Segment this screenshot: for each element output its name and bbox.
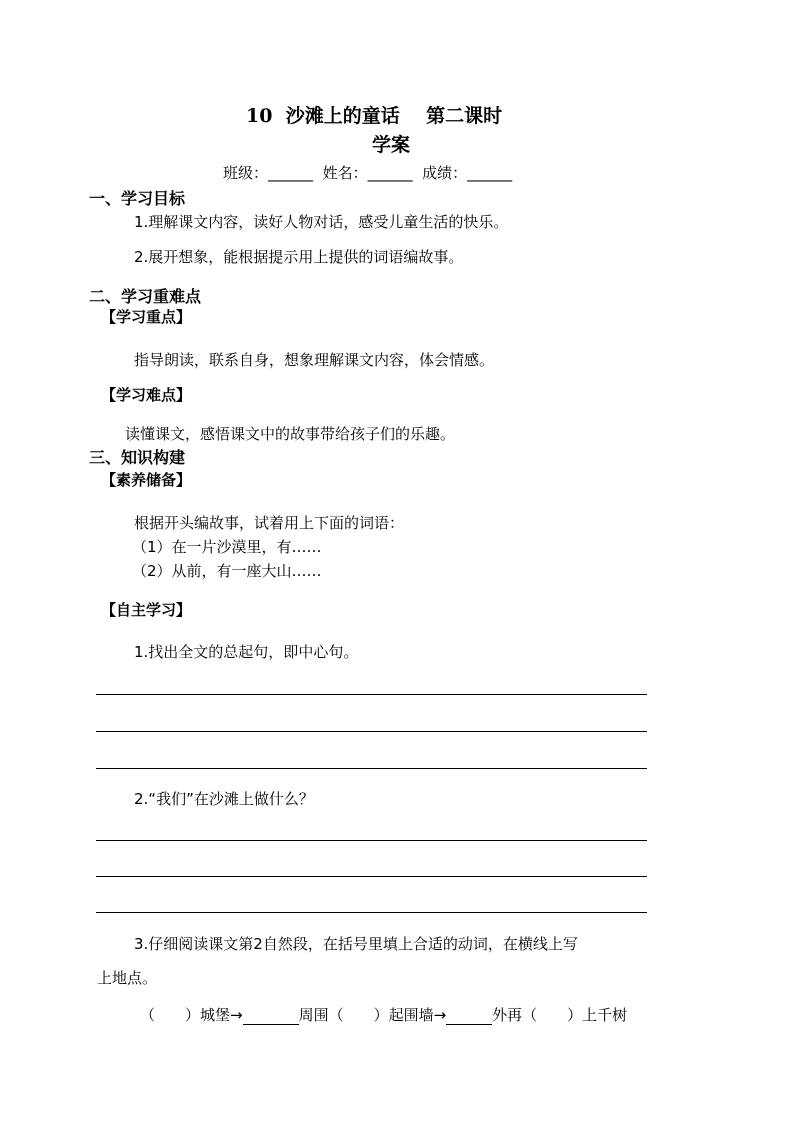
score-field: 成绩：______ — [422, 164, 513, 182]
answer-line[interactable] — [96, 768, 647, 769]
difficulty-text: 读懂课文，感悟课文中的故事带给孩子们的乐趣。 — [125, 425, 456, 443]
answer-line[interactable] — [96, 912, 647, 913]
prep-intro: 根据开头编故事，试着用上下面的词语： — [134, 514, 405, 532]
question-3-cont: 上地点。 — [97, 969, 158, 987]
section-heading-goals: 一、学习目标 — [89, 189, 186, 208]
fill-blank[interactable] — [243, 1006, 299, 1025]
fill-part: 外再（ ）上千树 — [492, 1006, 628, 1024]
goal-item: 1.理解课文内容，读好人物对话，感受儿童生活的快乐。 — [134, 213, 509, 231]
info-line — [223, 162, 512, 183]
fill-part: 周围（ ）起围墙→ — [298, 1006, 447, 1024]
question-2: 2.“我们”在沙滩上做什么？ — [134, 790, 314, 808]
fill-part: （ ）城堡→ — [140, 1006, 243, 1024]
answer-line[interactable] — [96, 840, 647, 841]
fill-in-row — [140, 1004, 627, 1025]
section-heading-key-points: 二、学习重难点 — [89, 287, 202, 306]
prep-label: 【素养储备】 — [101, 471, 192, 489]
lesson-number: 10 — [246, 105, 273, 127]
lesson-name: 沙滩上的童话 — [285, 105, 400, 127]
prep-item: （2）从前，有一座大山…… — [132, 562, 322, 580]
fill-blank[interactable] — [446, 1006, 492, 1025]
question-1: 1.找出全文的总起句，即中心句。 — [134, 643, 359, 661]
answer-line[interactable] — [96, 694, 647, 695]
key-label: 【学习重点】 — [101, 308, 192, 326]
class-field: 班级：______ — [223, 164, 314, 182]
page-title — [246, 101, 502, 128]
prep-item: （1）在一片沙漠里，有…… — [132, 538, 322, 556]
page-subtitle: 学案 — [372, 134, 411, 156]
difficulty-label: 【学习难点】 — [101, 386, 192, 404]
name-field: 姓名：______ — [322, 164, 413, 182]
section-heading-knowledge: 三、知识构建 — [89, 448, 186, 467]
self-study-label: 【自主学习】 — [101, 601, 192, 619]
answer-line[interactable] — [96, 876, 647, 877]
key-text: 指导朗读，联系自身，想象理解课文内容，体会情感。 — [134, 351, 495, 369]
lesson-period: 第二课时 — [426, 105, 503, 127]
answer-line[interactable] — [96, 731, 647, 732]
question-3: 3.仔细阅读课文第2自然段，在括号里填上合适的动词，在横线上写 — [134, 935, 578, 953]
goal-item: 2.展开想象，能根据提示用上提供的词语编故事。 — [134, 248, 464, 266]
